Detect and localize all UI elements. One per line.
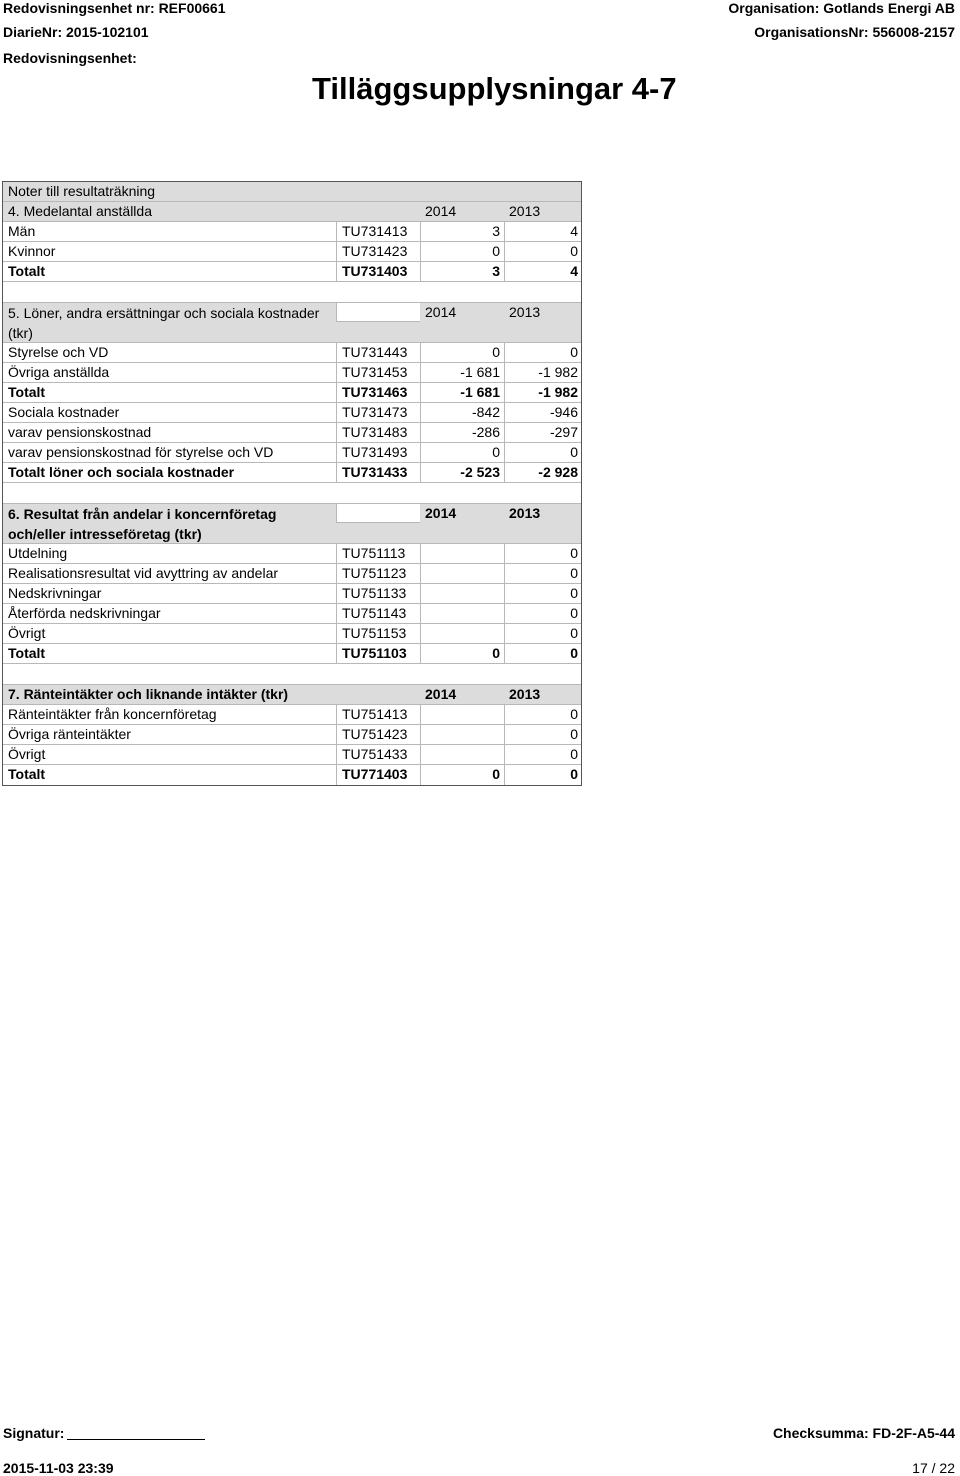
row-value-2014: -1 681 [420,363,504,382]
row-value-2014 [420,604,504,623]
note7-header-row [3,685,581,705]
organisation-name: Organisation: Gotlands Energi AB [728,0,955,16]
note4-header-row [3,202,581,222]
row-code: TU731453 [336,363,420,382]
row-label: Sociala kostnader [8,404,120,420]
row-label: Totalt [8,766,46,782]
row-value-2013: 0 [504,544,582,563]
note7-year1: 2014 [425,686,457,702]
row-value-2013: 0 [504,745,582,764]
table-row [3,363,581,383]
table-row [3,242,581,262]
row-value-2014: -1 681 [420,383,504,402]
page-title: Tilläggsupplysningar 4-7 [312,71,677,106]
table-row [3,343,581,363]
table-row [3,745,581,765]
row-label: Övrigt [8,625,46,641]
table-caption-row [3,182,581,202]
row-code: TU751103 [336,644,420,663]
section-spacer [3,483,581,504]
row-code: TU751153 [336,624,420,643]
table-row [3,725,581,745]
note6-heading: 6. Resultat från andelar i koncernföretag och/eller intresseföretag (tkr) [8,506,277,542]
note5-heading: 5. Löner, andra ersättningar och sociala kostnader (tkr) [8,305,320,341]
row-code: TU731473 [336,403,420,422]
row-value-2014 [420,584,504,603]
row-code: TU731483 [336,423,420,442]
row-value-2014 [420,705,504,724]
row-value-2014 [420,544,504,563]
row-label: Män [8,223,36,239]
table-row [3,443,581,463]
row-label: Övrigt [8,746,46,762]
row-value-2014 [420,745,504,764]
row-value-2013: -1 982 [504,363,582,382]
signature-line [67,1425,205,1440]
row-value-2014: -842 [420,403,504,422]
row-value-2014: 0 [420,443,504,462]
row-value-2013: 0 [504,725,582,744]
notes-table [2,181,582,786]
table-caption: Noter till resultaträkning [8,183,156,199]
section-spacer [3,282,581,303]
note7-heading: 7. Ränteintäkter och liknande intäkter (tkr) [8,686,289,702]
row-value-2013: -946 [504,403,582,422]
table-row-total [3,383,581,403]
row-label: Realisationsresultat vid avyttring av andelar [8,565,279,581]
row-label: Övriga ränteintäkter [8,726,131,742]
row-value-2014: 0 [420,765,504,785]
row-label: Övriga anställda [8,364,110,380]
row-value-2013: 4 [504,222,582,241]
row-value-2014: -2 523 [420,463,504,482]
row-value-2013: 0 [504,343,582,362]
table-row-total [3,765,581,785]
row-label: Styrelse och VD [8,344,109,360]
header-code-blank [336,303,420,322]
diary-number: DiarieNr: 2015-102101 [3,24,149,40]
row-value-2013: -297 [504,423,582,442]
unit-label: Redovisningsenhet: [3,50,137,66]
unit-number: Redovisningsenhet nr: REF00661 [3,0,226,16]
checksum: Checksumma: FD-2F-A5-44 [772,1425,955,1441]
row-value-2013: -1 982 [504,383,582,402]
row-code: TU751433 [336,745,420,764]
row-label: Totalt [8,263,46,279]
row-value-2014: 3 [420,262,504,281]
row-label: Totalt [8,645,46,661]
row-label: varav pensionskostnad för styrelse och VD [8,444,274,460]
row-label: Nedskrivningar [8,585,102,601]
row-code: TU751423 [336,725,420,744]
row-label: varav pensionskostnad [8,424,152,440]
note6-year1: 2014 [425,505,457,521]
row-value-2013: 0 [504,765,582,785]
page-number: 17 / 22 [912,1460,955,1476]
row-value-2013: 0 [504,584,582,603]
row-value-2014: 0 [420,644,504,663]
row-label: Återförda nedskrivningar [8,605,161,621]
table-row [3,544,581,564]
print-datetime: 2015-11-03 23:39 [3,1460,114,1476]
row-value-2014: 0 [420,343,504,362]
row-value-2014: 0 [420,242,504,261]
row-label: Utdelning [8,545,68,561]
row-code: TU751133 [336,584,420,603]
row-code: TU771403 [336,765,420,785]
note6-year2: 2013 [509,505,541,521]
row-code: TU731443 [336,343,420,362]
row-code: TU751123 [336,564,420,583]
row-value-2013: 0 [504,705,582,724]
row-code: TU751413 [336,705,420,724]
organisation-number: OrganisationsNr: 556008-2157 [754,24,955,40]
note4-heading: 4. Medelantal anställda [8,203,152,219]
row-value-2013: 4 [504,262,582,281]
row-value-2013: 0 [504,242,582,261]
section-spacer [3,664,581,685]
table-row-total [3,463,581,483]
table-row-total [3,644,581,664]
signature-label: Signatur: [3,1425,65,1441]
note4-year2: 2013 [509,203,541,219]
row-code: TU731433 [336,463,420,482]
note5-year1: 2014 [425,304,457,320]
row-value-2013: -2 928 [504,463,582,482]
note5-year2: 2013 [509,304,541,320]
row-value-2014 [420,564,504,583]
table-row [3,403,581,423]
row-value-2013: 0 [504,564,582,583]
row-value-2014: -286 [420,423,504,442]
row-code: TU751143 [336,604,420,623]
table-row-total [3,262,581,282]
row-code: TU751113 [336,544,420,563]
row-value-2013: 0 [504,624,582,643]
table-row [3,584,581,604]
table-row [3,604,581,624]
row-value-2013: 0 [504,604,582,623]
table-row [3,564,581,584]
row-value-2014: 3 [420,222,504,241]
signature [3,1425,205,1441]
row-label: Totalt [8,384,46,400]
note5-header-row [3,303,581,343]
row-code: TU731463 [336,383,420,402]
table-row [3,705,581,725]
row-value-2013: 0 [504,644,582,663]
note6-header-row [3,504,581,544]
row-code: TU731493 [336,443,420,462]
note7-year2: 2013 [509,686,541,702]
row-value-2013: 0 [504,443,582,462]
table-row [3,222,581,242]
row-value-2014 [420,624,504,643]
table-row [3,624,581,644]
row-label: Kvinnor [8,243,56,259]
row-code: TU731403 [336,262,420,281]
note4-year1: 2014 [425,203,457,219]
row-value-2014 [420,725,504,744]
row-code: TU731423 [336,242,420,261]
table-row [3,423,581,443]
header-code-blank [336,504,420,523]
row-label: Totalt löner och sociala kostnader [8,464,235,480]
row-code: TU731413 [336,222,420,241]
row-label: Ränteintäkter från koncernföretag [8,706,217,722]
